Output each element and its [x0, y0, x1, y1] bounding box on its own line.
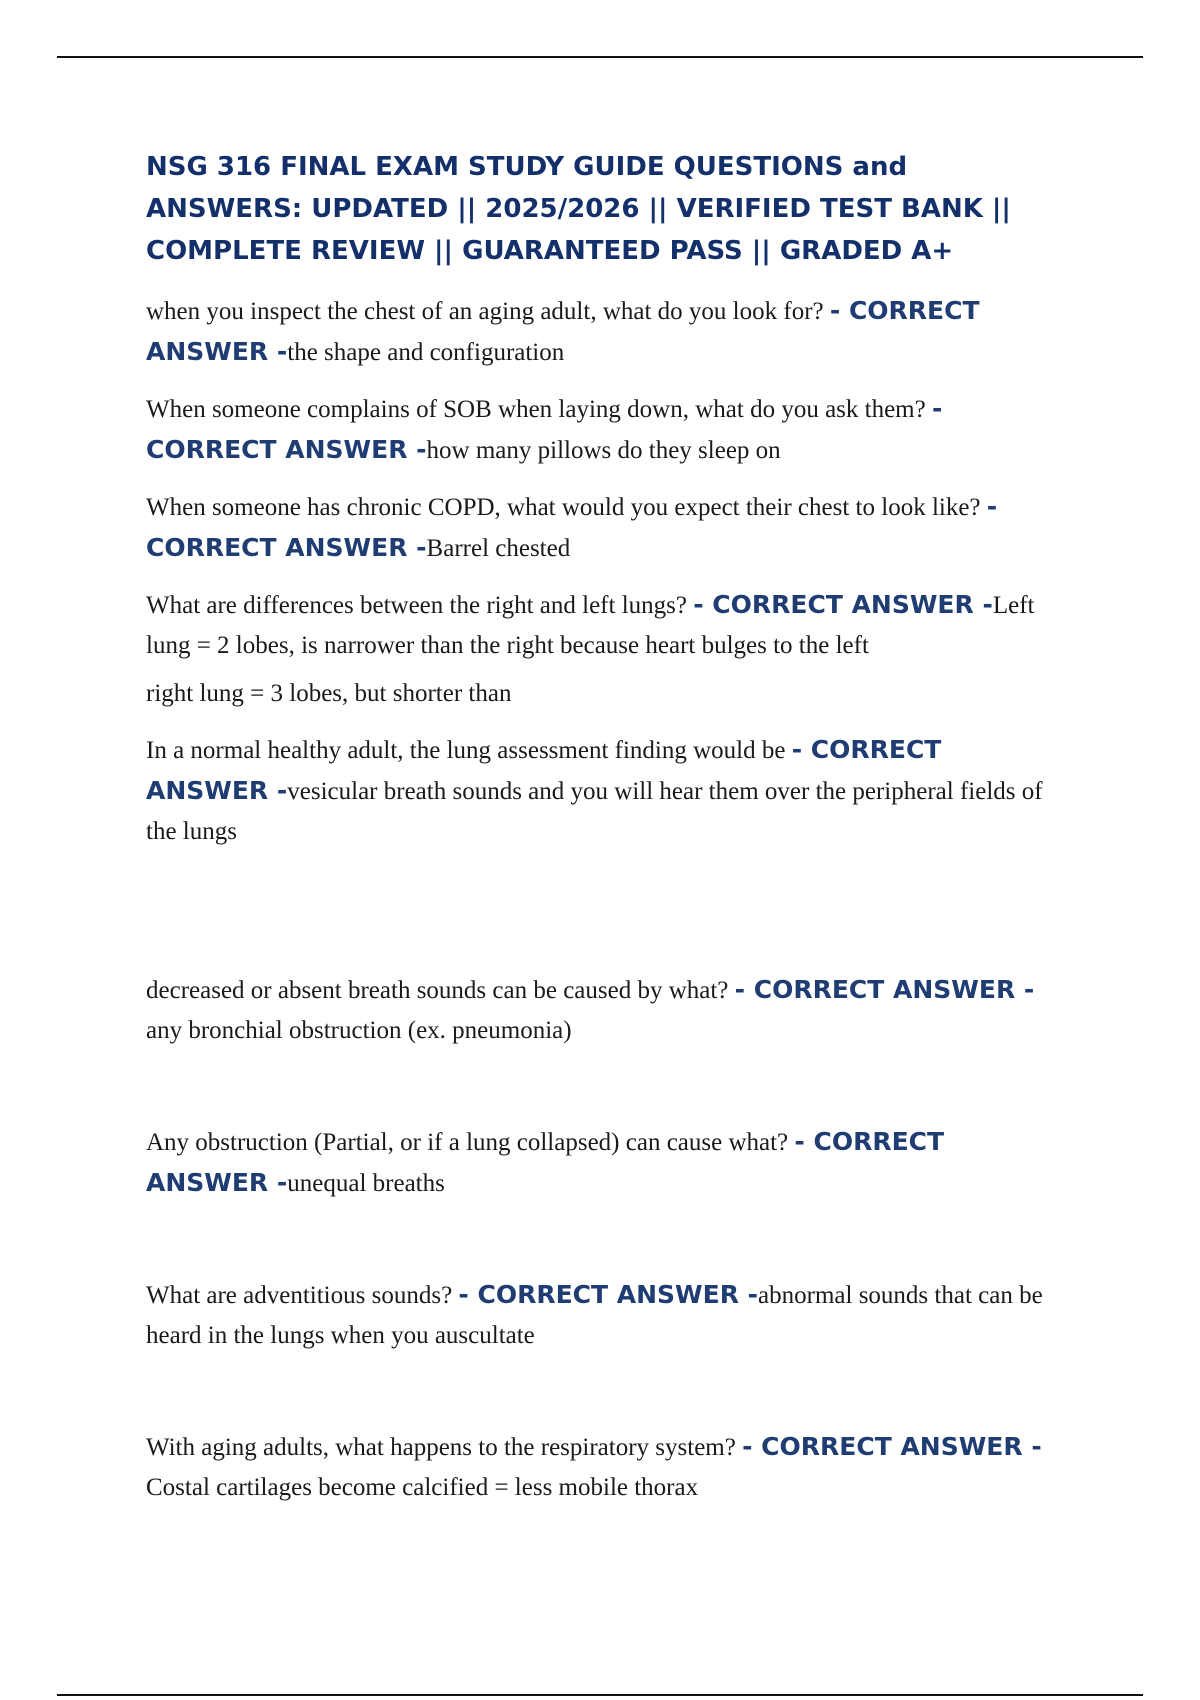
- correct-answer-tag: - CORRECT ANSWER -: [693, 590, 993, 619]
- answer-text: how many pillows do they sleep on: [426, 437, 781, 464]
- correct-answer-tag: - CORRECT ANSWER -: [146, 492, 998, 562]
- correct-answer-tag: - CORRECT ANSWER -: [742, 1432, 1042, 1461]
- bottom-divider: [57, 1694, 1143, 1696]
- document-title: NSG 316 FINAL EXAM STUDY GUIDE QUESTIONS and ANSWERS: UPDATED || 2025/2026 || VERIFIED TEST BANK || COMPLETE REVIEW || GUARANTEED PASS || GRADED A+: [146, 152, 1011, 266]
- question-text: In a normal healthy adult, the lung assessment finding would be: [146, 737, 792, 764]
- question-text: What are adventitious sounds?: [146, 1282, 459, 1309]
- question-text: When someone complains of SOB when laying down, what do you ask them?: [146, 396, 932, 423]
- answer-text: Barrel chested: [426, 535, 571, 562]
- qa-item-8: [146, 1275, 1066, 1356]
- answer-text: Costal cartilages become calcified = less mobile thorax: [146, 1474, 699, 1501]
- answer-text: the shape and configuration: [287, 339, 565, 366]
- question-text: decreased or absent breath sounds can be caused by what?: [146, 977, 735, 1004]
- qa-item-5: [146, 730, 1066, 852]
- qa-item-2: [146, 389, 1066, 471]
- qa-item-3: [146, 487, 1066, 569]
- correct-answer-tag: - CORRECT ANSWER -: [734, 975, 1035, 1004]
- question-text: When someone has chronic COPD, what would you expect their chest to look like?: [146, 494, 987, 521]
- answer-text: any bronchial obstruction (ex. pneumonia): [146, 1017, 572, 1044]
- qa-item-4-continuation: right lung = 3 lobes, but shorter than: [146, 680, 512, 707]
- qa-item-7: [146, 1122, 1066, 1204]
- answer-text: vesicular breath sounds and you will hear them over the peripheral fields of the lungs: [146, 778, 1043, 845]
- answer-text: unequal breaths: [287, 1170, 445, 1197]
- question-text: What are differences between the right and left lungs?: [146, 592, 694, 619]
- qa-item-1: [146, 291, 1066, 373]
- document-body: [146, 146, 1066, 1508]
- correct-answer-tag: - CORRECT ANSWER -: [458, 1280, 759, 1309]
- qa-item-6: [146, 970, 1066, 1051]
- correct-answer-tag: - CORRECT ANSWER -: [146, 735, 942, 805]
- top-divider: [57, 56, 1143, 58]
- question-text: With aging adults, what happens to the respiratory system?: [146, 1434, 743, 1461]
- correct-answer-tag: - CORRECT ANSWER -: [146, 296, 980, 366]
- question-text: Any obstruction (Partial, or if a lung collapsed) can cause what?: [146, 1129, 795, 1156]
- question-text: when you inspect the chest of an aging adult, what do you look for?: [146, 298, 830, 325]
- correct-answer-tag: - CORRECT ANSWER -: [146, 1127, 945, 1197]
- qa-item-4: [146, 585, 1066, 666]
- correct-answer-tag: - CORRECT ANSWER -: [146, 394, 943, 464]
- answer-text: Left lung = 2 lobes, is narrower than the right because heart bulges to the left: [146, 592, 1035, 659]
- answer-text: abnormal sounds that can be heard in the lungs when you auscultate: [146, 1282, 1043, 1349]
- qa-item-9: [146, 1427, 1066, 1508]
